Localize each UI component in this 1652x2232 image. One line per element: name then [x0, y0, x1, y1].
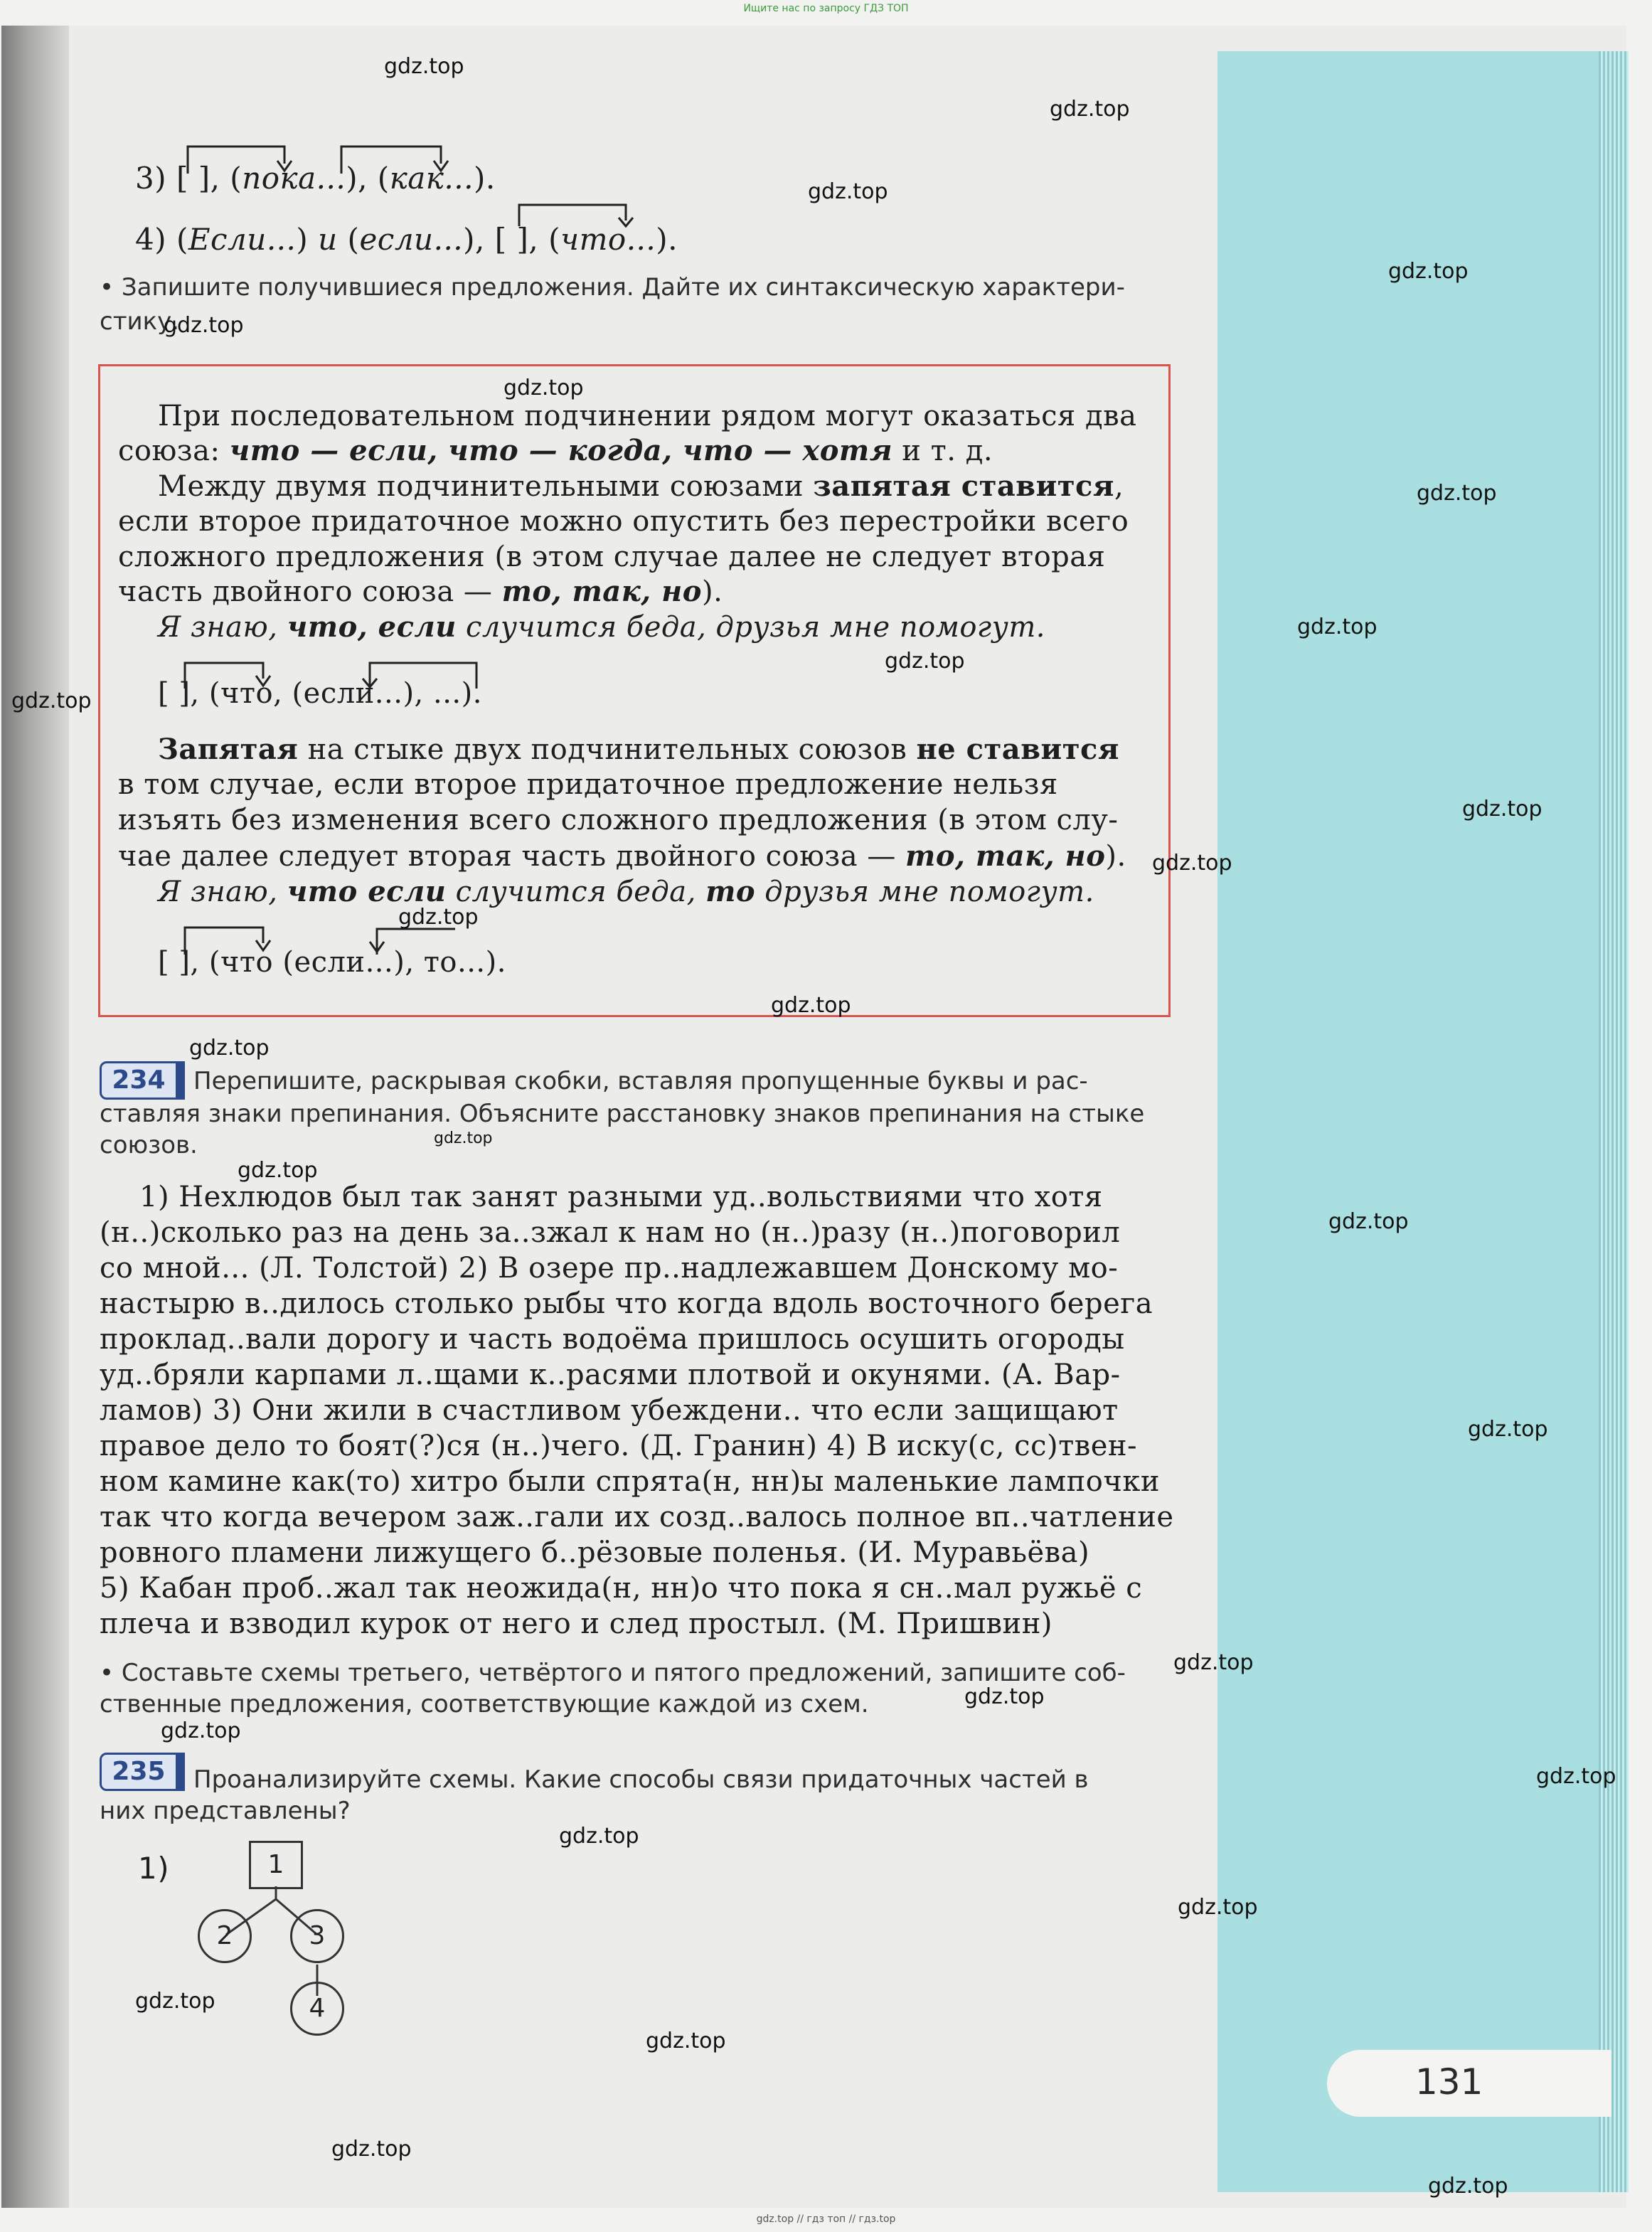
rule-p3-line1: Запятая на стыке двух подчинительных союзов не ставится	[158, 733, 1119, 766]
exercise-234-line: так что когда вечером заж..гали их созд..валось полное вп..чатление	[100, 1501, 1174, 1534]
rule-p2-line3: сложного предложения (в этом случае далее не следует вторая	[118, 541, 1106, 573]
scheme-node-main: 1	[249, 1841, 303, 1889]
watermark: gdz.top	[1428, 2174, 1508, 2199]
scheme-node-clause: 2	[198, 1909, 252, 1963]
rule-example-2: Я знаю, что если случится беда, то друзья мне помогут.	[158, 875, 1094, 908]
page-margin-band	[1217, 51, 1616, 2192]
watermark: gdz.top	[135, 1989, 215, 2014]
scheme-node-clause: 3	[290, 1909, 344, 1963]
rule-scheme-1: [ ], (что, (если...), ...).	[158, 677, 482, 710]
watermark: gdz.top	[398, 905, 479, 930]
rule-p2-line2: если второе придаточное можно опустить без перестройки всего	[118, 505, 1129, 538]
watermark: gdz.top	[964, 1684, 1045, 1709]
watermark: gdz.top	[808, 179, 888, 204]
scheme-node-clause: 4	[290, 1982, 344, 2036]
book-spine-shadow	[1, 26, 69, 2208]
exercise-234-line: (н..)сколько раз на день за..зжал к нам но (н..)разу (н..)поговорил	[100, 1216, 1121, 1249]
exercise-234-number: 234	[100, 1061, 185, 1100]
exercise-235-task-2: них представлены?	[100, 1797, 351, 1825]
exercise-235-task-1: Проанализируйте схемы. Какие способы связи придаточных частей в	[193, 1765, 1089, 1794]
page-edge-stripes	[1599, 51, 1629, 2192]
watermark: gdz.top	[164, 313, 244, 338]
rule-p3-line2: в том случае, если второе придаточное предложение нельзя	[118, 768, 1058, 801]
rule-p1-line1: При последовательном подчинении рядом могут оказаться два	[158, 400, 1137, 432]
watermark: gdz.top	[331, 2137, 412, 2162]
watermark: gdz.top	[885, 649, 965, 674]
exercise-234-task-2: ставляя знаки препинания. Объясните расстановку знаков препинания на стыке	[100, 1100, 1145, 1128]
rule-p3-line4: чае далее следует вторая часть двойного союза — то, так, но).	[118, 839, 1126, 873]
exercise-234-note-2: ственные предложения, соответствующие каждой из схем.	[100, 1690, 869, 1718]
task-note-line-1: • Запишите получившиеся предложения. Дайте их синтаксическую характери-	[100, 273, 1125, 302]
exercise-234-task-1: Перепишите, раскрывая скобки, вставляя пропущенные буквы и рас-	[193, 1067, 1088, 1095]
page-number: 131	[1415, 2061, 1483, 2103]
watermark: gdz.top	[1173, 1650, 1254, 1675]
exercise-234-task-3: союзов.	[100, 1131, 198, 1159]
watermark: gdz.top	[1536, 1764, 1616, 1789]
header-link[interactable]: Ищите нас по запросу ГДЗ ТОП	[743, 3, 909, 14]
watermark: gdz.top	[1050, 97, 1130, 122]
rule-p2-line1: Между двумя подчинительными союзами запятая ставится,	[158, 469, 1124, 503]
scheme-label: 1)	[138, 1851, 170, 1886]
rule-example-1: Я знаю, что, если случится беда, друзья мне помогут.	[158, 610, 1045, 644]
exercise-234-line: уд..бряли карпами л..щами к..расями плотвой и окунями. (А. Вар-	[100, 1359, 1121, 1391]
exercise-234-line: ном камине как(то) хитро были спрята(н, нн)ы маленькие лампочки	[100, 1465, 1160, 1498]
rule-p2-line4: часть двойного союза — то, так, но).	[118, 575, 723, 608]
exercise-234-line: ровного пламени лижущего б..рёзовые поленья. (И. Муравьёва)	[100, 1536, 1090, 1569]
rule-p3-line3: изъять без изменения всего сложного предложения (в этом слу-	[118, 804, 1119, 836]
exercise-234-line: 1) Нехлюдов был так занят разными уд..вольствиями что хотя	[139, 1181, 1103, 1213]
watermark: gdz.top	[11, 689, 92, 713]
watermark: gdz.top	[1152, 851, 1232, 876]
watermark: gdz.top	[503, 376, 584, 400]
rule-scheme-2: [ ], (что (если...), то...).	[158, 946, 506, 979]
watermark: gdz.top	[161, 1718, 241, 1743]
task-note-line-2: стику.	[100, 307, 180, 336]
watermark: gdz.top	[238, 1158, 318, 1183]
rule-p1-line2: союза: что — если, что — когда, что — хотя и т. д.	[118, 434, 993, 467]
watermark: gdz.top	[559, 1824, 639, 1849]
exercise-234-note-1: • Составьте схемы третьего, четвёртого и пятого предложений, запишите соб-	[100, 1659, 1126, 1687]
watermark: gdz.top	[1468, 1417, 1548, 1442]
footer-link[interactable]: gdz.top // гдз топ // гдз.top	[756, 2214, 896, 2225]
exercise-234-line: настырю в..дилось столько рыбы что когда вдоль восточного берега	[100, 1287, 1153, 1320]
watermark: gdz.top	[1178, 1895, 1258, 1920]
exercise-234-line: ламов) 3) Они жили в счастливом убеждени.. что если защищают	[100, 1394, 1119, 1427]
watermark: gdz.top	[1328, 1209, 1409, 1234]
watermark: gdz.top	[189, 1036, 270, 1061]
exercise-234-line: со мной... (Л. Толстой) 2) В озере пр..надлежавшем Донскому мо-	[100, 1252, 1119, 1285]
exercise-234-line: правое дело то боят(?)ся (н..)чего. (Д. Гранин) 4) В иску(с, сс)твен-	[100, 1430, 1138, 1462]
watermark: gdz.top	[1388, 259, 1469, 284]
scheme-4: 4) (Если...) и (если...), [ ], (что...).	[135, 222, 678, 257]
watermark: gdz.top	[1462, 797, 1542, 822]
watermark: gdz.top	[434, 1130, 493, 1147]
exercise-234-line: проклад..вали дорогу и часть водоёма пришлось осушить огороды	[100, 1323, 1125, 1356]
exercise-234-line: плеча и взводил курок от него и след простыл. (М. Пришвин)	[100, 1607, 1053, 1640]
watermark: gdz.top	[771, 993, 851, 1018]
watermark: gdz.top	[1297, 615, 1377, 639]
watermark: gdz.top	[384, 54, 464, 79]
scheme-3: 3) [ ], (пока...), (как...).	[135, 161, 496, 196]
watermark: gdz.top	[1417, 481, 1497, 506]
watermark: gdz.top	[646, 2029, 726, 2053]
exercise-234-line: 5) Кабан проб..жал так неожида(н, нн)о что пока я сн..мал ружьё с	[100, 1572, 1143, 1605]
exercise-235-number: 235	[100, 1753, 185, 1791]
